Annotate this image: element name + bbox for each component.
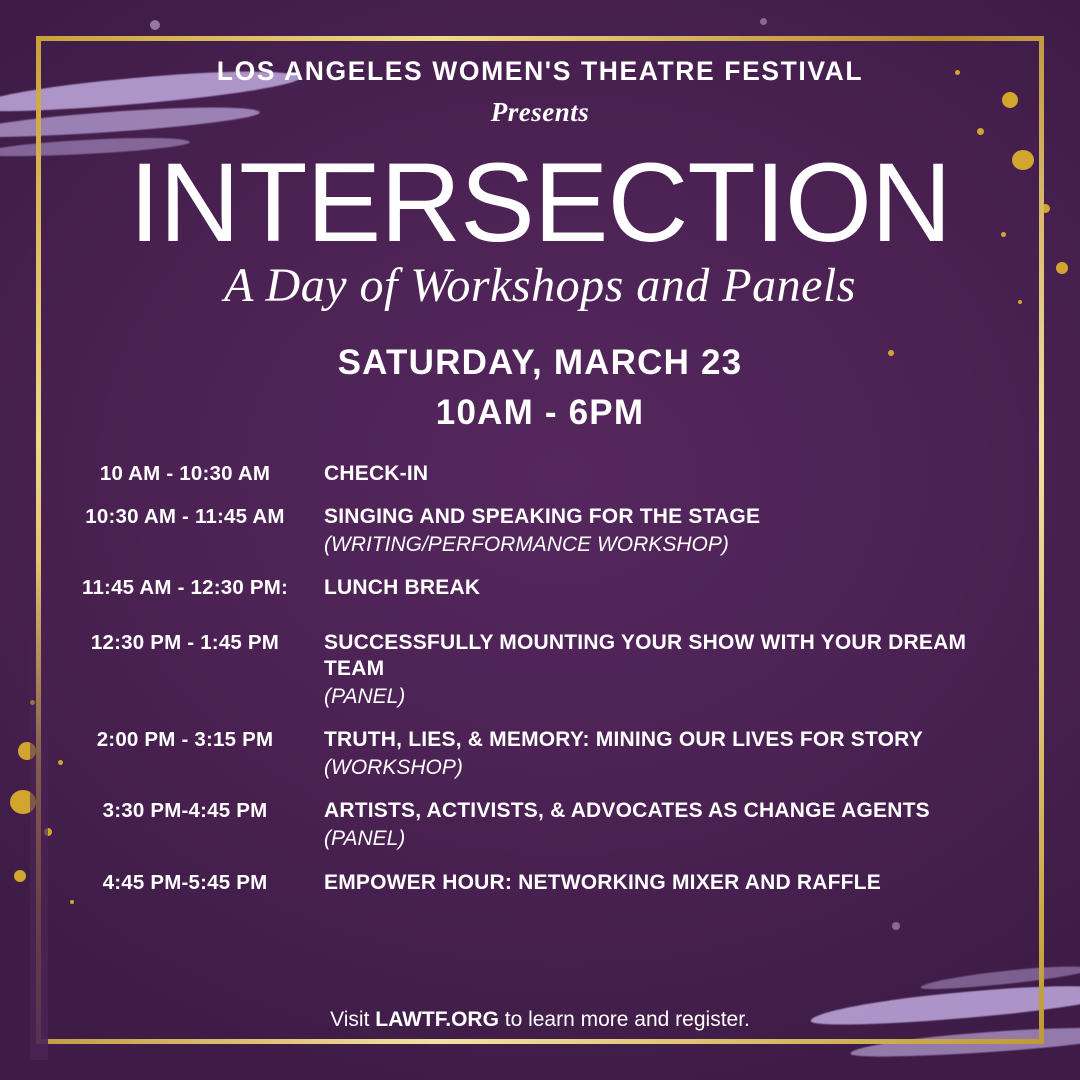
schedule-row [56, 727, 1030, 780]
schedule-subtitle: (WRITING/PERFORMANCE WORKSHOP) [324, 532, 729, 556]
schedule-row [56, 504, 1030, 557]
schedule-title: ARTISTS, ACTIVISTS, & ADVOCATES AS CHANGE AGENTS [324, 799, 930, 823]
event-subtitle: A Day of Workshops and Panels [224, 258, 856, 312]
schedule-description [314, 727, 1030, 780]
schedule-title: LUNCH BREAK [324, 576, 481, 600]
schedule-row [56, 461, 1030, 486]
schedule-description [314, 630, 1030, 709]
schedule-title: CHECK-IN [324, 461, 429, 485]
schedule-time: 4:45 PM-5:45 PM [102, 870, 268, 894]
schedule-description [314, 798, 1030, 851]
presents-label: Presents [490, 97, 590, 127]
schedule-title: EMPOWER HOUR: NETWORKING MIXER AND RAFFLE [324, 870, 881, 894]
presenter-name: LOS ANGELES WOMEN'S THEATRE FESTIVAL [216, 56, 864, 86]
schedule-time: 11:45 AM - 12:30 PM: [81, 576, 289, 600]
schedule-title: SUCCESSFULLY MOUNTING YOUR SHOW WITH YOUR DREAM TEAM [324, 631, 967, 680]
footer-text-after: to learn more and register. [498, 1008, 750, 1031]
schedule-subtitle: (WORKSHOP) [324, 756, 463, 780]
schedule-description [314, 870, 1030, 895]
schedule-subtitle: (PANEL) [324, 684, 406, 708]
schedule-time: 3:30 PM-4:45 PM [102, 799, 268, 823]
schedule-description [314, 575, 1030, 600]
schedule-description [314, 461, 1030, 486]
schedule-time: 2:00 PM - 3:15 PM [96, 727, 274, 751]
schedule-row [56, 870, 1030, 895]
schedule-row [56, 630, 1030, 709]
schedule-time: 12:30 PM - 1:45 PM [90, 631, 280, 655]
schedule-title: SINGING AND SPEAKING FOR THE STAGE [324, 504, 761, 528]
schedule-title: TRUTH, LIES, & MEMORY: MINING OUR LIVES FOR STORY [324, 727, 923, 751]
schedule-row [56, 798, 1030, 851]
event-title: INTERSECTION [129, 140, 951, 265]
schedule-time: 10 AM - 10:30 AM [99, 461, 271, 485]
footer-text-before: Visit [330, 1008, 376, 1031]
footer-note [0, 1008, 1080, 1032]
schedule-time: 10:30 AM - 11:45 AM [85, 504, 285, 528]
schedule-list [0, 461, 1080, 895]
schedule-subtitle: (PANEL) [324, 827, 406, 851]
event-date: SATURDAY, MARCH 23 [337, 342, 743, 382]
schedule-row [56, 575, 1030, 600]
website-link[interactable]: LAWTF.ORG [375, 1008, 499, 1031]
schedule-description [314, 504, 1030, 557]
event-time: 10AM - 6PM [435, 392, 645, 432]
